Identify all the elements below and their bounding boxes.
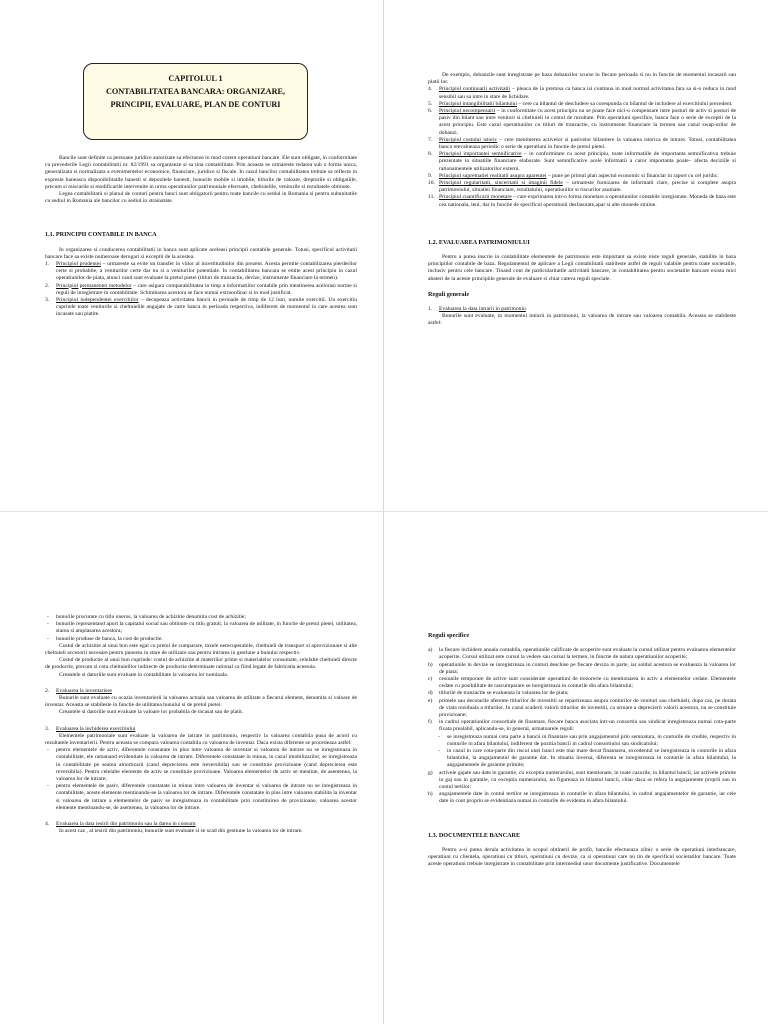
page-1-body <box>45 155 357 319</box>
rule-4-list <box>45 821 357 828</box>
section-1-2-intro: Pentru a putea inscrie in contabilitate elementele de patrimoniu este important sa existe niste reguli generale, stabilite in baza principiilor contabile de baza. Regulamentul de aplicare a Legii contabilitatii stabileste astfel de reguli valabile pentru toate societatile, inclusiv pentru cele bancare. Tinand cont de particularitatile activitatii bancare, in contabilitatea pentru societatile bancare exista mici abateri de la aceste principiile generale de evaluare si chiar cateva reguli speciale. <box>428 254 736 282</box>
section-heading-1-3: 1.3. DOCUMENTELE BANCARE <box>428 831 521 839</box>
page-3 <box>0 512 383 1024</box>
page-1 <box>0 0 383 511</box>
section-heading-1-2: 1.2. EVALUAREA PATRIMONIULUI <box>428 238 530 246</box>
principle-item: 1. Principiul prudentei – urmareste sa evite un transfer in viitor al incertitudinilor din prezent. Acesta permite contabilizarea pierderilor certe si probabile, a veniturilor certe dar nu si a veniturilor potentiale. In contabilitatea bancara se emite acest principiu in cazul operatiunilor de piata, atunci cand sunt evaluate la pretul pietei (titluri de tranzactie, devize, instrumente financiare la termen). <box>45 261 358 282</box>
principles-list-2 <box>428 86 736 208</box>
specific-rule-item: g) activele gajate sau date in garantie, cu exceptia numerarului, sunt mentionate, in toate cazurile, in bilantul bancii, iar activele primite in gaj sau in garantie, cu exceptia numerarului, nu figureaza in bilantul bancii, chiar daca se refera la angajamente proprii sau in contul tertilor; <box>428 769 736 791</box>
rule-item: 2. Evaluarea la inventariere <box>45 687 112 694</box>
section-heading-1-1: 1.1. PRINCIPII CONTABILE IN BANCA <box>45 231 157 239</box>
principle-item: 4. Principiul continuarii activitatii – pleaca de la premisa ca banca isi continua in mod normal activitatea fara sa si-o reduca in mod sensibil sau sa intre in stare de lichidare. <box>428 86 736 100</box>
rule-2-text: Bunurile sunt evaluate cu ocazia inventarierii la valoarea actuala sau valoarea de utilitate a fiecarui element, denumita si valoare de inventar. Aceasta se stabileste in functie de utilitatea bunului si de pretul pietei. <box>45 695 357 709</box>
acquisition-bullets <box>45 614 357 643</box>
principle-item: 5. Principiul intangibilitatii bilantului – cere ca bilantul de deschidere sa corespunda cu bilantul de inchidere al exercitiului precedent. <box>428 100 733 107</box>
chapter-title-box <box>83 63 308 140</box>
chapter-title: CAPITOLUL 1 <box>168 74 223 83</box>
page-2 <box>384 0 768 511</box>
section-1-3-text: Pentru a-si putea derula activitatea in scopul obtinerii de profit, bancile efectueaza zilnic o serie de operatiuni interbancare, operatiuni cu clientela, operatiuni cu titluri, operatiuni cu devize, ca si operatiuni care nu tin de specificul societatilor bancare. Toate aceste operatiuni trebuie inregistrate in contabilitate prin intermediul unor documente justificative. Documentele <box>428 846 736 868</box>
subheading-reguli-specifice: Reguli specifice <box>428 632 470 639</box>
specific-rule-item: a) la fiecare inchidere anuala contabila, operatiunile calificate de acoperire sunt evaluate la cursul utilizat pentru evaluarea elementelor acoperite. Cursul utilizat este cursul la vedere sau cursul la termen, in functie de natura operatiunilor acoperite; <box>428 647 736 661</box>
page-4 <box>384 512 768 1024</box>
principle-item: 11. Principiul cuantificarii monetare – care exprimarea intr-o forma monetare a operatiunilor contabile inregistrate. Moneda de baza este cea nationala, leul, dar in functie de specificul operatiunii desfasurate,apar si alte monede straine. <box>428 194 737 208</box>
rule-2-text-2: Creantele si datoriile sunt evaluate la valoare lor probabila de incasat sau de platit. <box>59 709 244 716</box>
principle-item: 8. Principiul importantei semnificative – in conformitate cu acest principiu, toate informatiile de importanta semnificativa trebuie prezentate in situatiile financiare elaborate. Sunt semnificative acele informatii a caror importanta poate– afecta deciziile si rationamentele utilizatorilor externi. <box>428 151 736 172</box>
section-1-1-intro: In organizarea si conducerea contabilitatii in banca sunt aplicate aceleasi principii contabile generale. Totusi, specificul activitatii bancare face sa existe numeroase derogari si exceptii de la acestea. <box>45 246 357 260</box>
consortium-bullets <box>428 734 736 770</box>
reguli-specifice-list <box>428 647 736 733</box>
rule-item: 1. Evaluarea la data intrarii in patrimoniu <box>428 306 526 313</box>
rule-2-list <box>45 688 357 695</box>
reguli-specifice-list-2 <box>428 770 736 806</box>
bullet-item: - bunurile reprezentand aport la capitalul social sau obtinute cu titlu gratuit, la valoarea de utilitate, in functie de pretul pietei, utilitatea, starea si amplasarea acestora; <box>47 621 357 635</box>
principle-item: 7. Principiul costului istoric – cere mentinerea activelor si pasivelor bilantiere la valoarea istorica de intrare. Totusi, contabilitatea banca reevalueaza periodic o serie de operatiuni in functie de pretul pietei. <box>428 136 736 151</box>
intro-paragraph-2: Legea contabilitatii si planul de conturi pentru banci sunt obligatorii pentru toate bancile cu sediul in Romania si pentru subunitatile cu sediul in Romania ale bancilor cu sediul in strainatate. <box>45 191 357 205</box>
bullet-item: - bunurile produse de banca, la cost de productie. <box>47 635 163 642</box>
rule-1-text: Bunurile sunt evaluate, in momentul intrarii in patrimoniu, la valoarea de intrare sau valoarea contabila. Aceasta se stabileste astfel: <box>428 313 736 327</box>
rule-item: 3. Evaluarea la inchiderea exercitiului <box>45 725 136 732</box>
page-2-body <box>428 72 736 328</box>
specific-rule-item: h) angajamentele date in contul tertilor se inregistreaza in conturile in afara bilantului, in cadrul angajamentelor de garantie, iar cele date in cont propriu se evidentiaza numai in conturile de evidenta in afara bilantului. <box>428 791 736 805</box>
rule-4-text: In acest caz , al iesirii din patrimoniu, bunurile sunt evaluate si se scad din gestiune la valoarea lor de intrare. <box>59 828 303 835</box>
specific-rule-item: b) operatiunile in devize se inregistreaza in conturi deschise pe fiecare deviza in parte, iar soldul acestora se evalueaza la valoarea lor de piata; <box>428 661 736 675</box>
cost-productie-paragraph: Costul de productie al unui bun cuprinde: costul de achizitie al materiilor prime si materialelor consumate, celelalte cheltuieli directe de productie, precum si cota cheltuielilor indirecte de productie determinate rational ca fiind legate de fabricatia acestuia. <box>45 657 357 671</box>
rule-3-list <box>45 726 357 733</box>
specific-rule-item: f) in cadrul operatiunilor consortiale de finantare, fiecare banca asociata intr-un consortiu sau sindicat inregistreaza numai cota-parte fixata prealabil, aplicandu-se, in general, urmatoarele reguli: <box>428 719 736 733</box>
chapter-subtitle-1: CONTABILITATEA BANCARA: ORGANIZARE, <box>105 87 285 96</box>
principle-item: 9. Principiul suprematiei realitatii asupra aparentei – pune pe primul plan aspectul economic si financiar in raport cu cel juridic. <box>428 172 719 179</box>
bullet-item: - pentru elementele de activ, diferentele constatate in plus intre valoarea de inventar si valoarea de intrare nu se inregistreaza in contabilitate, ele ramanand evidentiate la valoarea de intrare. Diferentele constatate in minus, in cazul imobilizarilor, se inregistreaza in contabilitate pe seama amortizarii (cand deprecierea este ireversibila) sau se constituie provizioane (cand deprecierea este reversibila). Pentru celelalte elemente de activ se constituie provizioane. Valoarea elementelor de activ se mentine, de asemenea, la valoarea lor de intrare; <box>47 747 357 783</box>
specific-rule-item: d) titlurile de tranzactie se evalueaza la valoarea lor de piata; <box>428 690 569 697</box>
bullet-item: - pentru elementele de pasiv, diferentele constatate in minus intre valoarea de inventar si valoarea de intrare nu se inregistreaza in contabilitate, aceste elemente mentinandu-se la valoarea lor de intrare. Diferentele constatate in plus intre valoarea stabilita la inventar si valoarea de intrare a elementelor de pasiv se inregistreaza in contabilitate prin constituirea de provizioane, valoarea acestor elemente mentinandu-se, de asemenea, la valoarea lor de intrare. <box>47 783 357 811</box>
page-4-body <box>428 632 736 868</box>
principle-item: 6. Principiul necompensarii – in conformitate cu acest principiu nu se poate face nici-o compensare intre posturi de activ si posturi de pasiv din bilant sau intre venituri si cheltuieli in contul de rezultate. Prin operatiuni specifice, banca face o serie de exceptii de la acest principiu. Este cazul operatiunilor cu titluri de tranzactie, cu instrumente financiare la termen sau cazul swap-urilor de dobanzi. <box>428 108 736 136</box>
cost-achizitie-paragraph: Costul de achizitie al unui bun este egal cu pretul de cumparare, taxele nerecuperabile, cheltuieli de transport si aprovizionare si alte cheltuieli accesorii necesare pentru punerea in stare de utilizare sau pentru intrarea in gestiune a bunului respectiv. <box>45 642 357 657</box>
creante-paragraph: Creantele si datoriile sunt evaluate in contabilitate la valoarea lor nominala. <box>59 671 229 678</box>
continuation-paragraph: De exemplu, dobanzile sunt inregistrate pe baza dobanzilor scurse in fiecare perioada si nu in functie de momentul incasarii sau platii lor. <box>428 72 736 86</box>
specific-rule-item: e) primele sau decotarile aferente titlurilor de investitii se repartizeaza asupra conturilor de venituri sau cheltuieli, dupa caz, pe durata de viata reziduala a titlurilor. In cazul scaderii valorii titlurilor de investitii, ca urmare a deprecierii valorii acestora, nu se constituie provizioane; <box>428 697 736 719</box>
rule-item: 4. Evaluarea la data iesirii din patrimoniu sau la darea in consum <box>45 821 196 828</box>
specific-rule-item: c) cesiunile temporare de active sunt considerate operatiuni de trezorerie cu mentionarea in activ a elementelor cedate. Elementele cedate cu posibilitate de rascumparare se inregistreaza in conturile din afara bilantului; <box>428 676 736 690</box>
reguli-generale-list <box>428 306 736 313</box>
chapter-subtitle-2: PRINCIPII, EVALUARE, PLAN DE CONTURI <box>110 100 281 109</box>
page-3-body <box>45 614 357 835</box>
bullet-item: - in cazul in care cota-parte din riscul unei banci este mai mare decat finantarea, excedentul se inregistreaza in conturile in afara bilantului, la angajamentul de garantie dat. In situatia inversa, diferenta se inregistreaza in conturile in afara bilantului, la angajamentele de garantie primite; <box>438 748 736 769</box>
subheading-reguli-generale: Reguli generale <box>428 290 470 298</box>
principle-item: 3. Principiul independentei exercitiilor – decupeaza activitatea bancii in perioade de timp de 12 luni, numite exercitii. Un exercitiu cuprinde toate veniturile si cheltuielile angajate de catre banca in perioada respectiva, indiferent de momentul in care acestea sunt incasate sau platite. <box>45 297 357 318</box>
intro-paragraph: Bancile sunt definite ca persoane juridice autorizate sa efectueze in mod curent operatiuni bancare. Ele sunt obligate, in conformitate cu prevederile Legii contabilitatii nr. 82/1991 sa organizeze si sa tina contabilitate. Prin aceasta se urmareste redarea sub o forma unica, generalizata si normalizata a evenimentelor economice, financiare, juridice si fiscale. In cazul bancilor contabilitatea trebuie sa reflecte in expresie baneasca disponibilitatile banesti si depozitele banesti, bunurile mobile si imobile, titlurile de valoare, drepturile si obligatiile, precum si miscarile si modificarile intervenite in urma operatiunilor patrimoniale efectuate, cheltuielile, veniturile si rezultatele obtinute. <box>45 155 357 190</box>
inventory-bullets <box>45 747 357 812</box>
bullet-item: - se inregistreaza numai cota parte a bancii in finantare sau prin angajamentul prin semnatura, in conturile de credite, respectiv in conturile in afara bilantului, indiferent de pozitia bancii in cadrul consortiului sau sindicatului; <box>438 733 736 747</box>
principles-list-1 <box>45 261 357 319</box>
principle-item: 2. Principiul permanentei metodelor – care asigura comparabilitatea in timp a informatiilor contabile prin mentinerea acelorasi norme si reguli de inregistrare in contabilitate. Schimbarea acestora se face numai extraordinar si in mod justificat. <box>45 282 357 296</box>
principle-item: 10. Principiul regularitatii, sinceritatii si imaginii fidele – urmareste furnizarea de informatii clare, precise si complete asupra patrimoniului, situatiei financiare, rezultatului, operatiunilor si riscurilor asumate. <box>428 180 736 194</box>
bullet-item: - bunurile procurate cu titlu oneros, la valoarea de achizitie denumita cost de achizitie; <box>47 614 246 620</box>
rule-3-text: Elementele patrimoniale sunt evaluate la valoarea de intrare in patrimoniu, respectiv la valoarea contabila pusa de acord cu rezultatele inventarierii. Pentru aceasta se compara valoarea contabila cu valoarea de inventar. Daca exista diferente se procedeaza astfel: <box>45 732 357 747</box>
